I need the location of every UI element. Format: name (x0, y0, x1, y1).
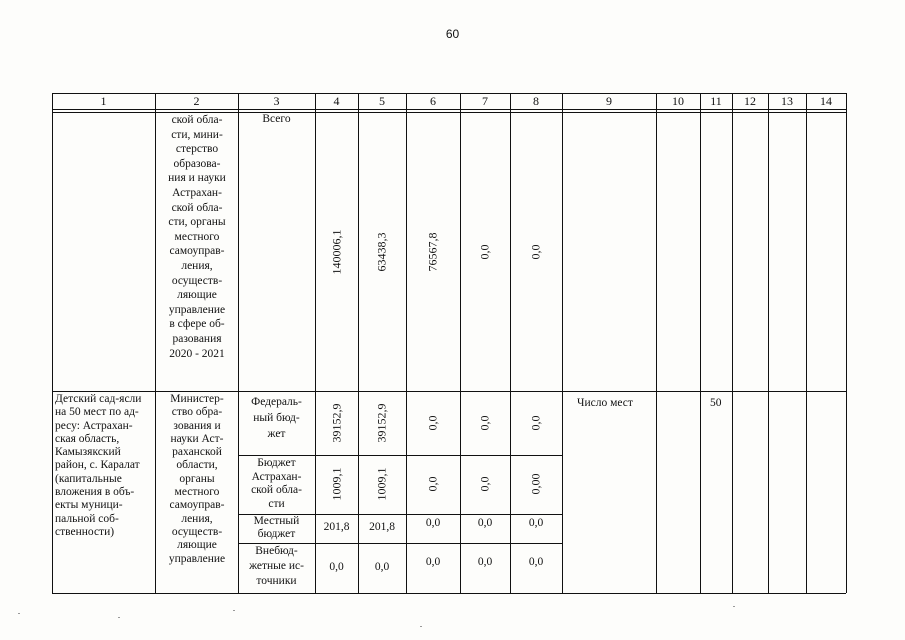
col-header-5: 5 (379, 94, 385, 108)
col-header-8: 8 (533, 94, 539, 108)
local-value-col8: 0,0 (528, 517, 544, 529)
scan-speck (18, 613, 20, 614)
row2-indicator-name: Число мест (577, 397, 633, 409)
extrabudget-value-col6: 0,0 (425, 556, 441, 568)
row1-value-col6: 76567,8 (425, 232, 440, 272)
col-header-10: 10 (672, 94, 684, 108)
federal-value-col7: 0,0 (477, 415, 492, 431)
federal-value-col5: 39152,9 (374, 403, 389, 443)
col-header-1: 1 (100, 94, 107, 108)
row1-source-label: Всего (262, 113, 291, 125)
local-budget-label: Местный бюджет (253, 515, 300, 540)
row2-responsible-text: Министер- ство обра- зования и науки Аст- раханской области, органы местного самоуправ- ления, осуществ- ляющие управление (168, 393, 226, 565)
col-header-12: 12 (744, 94, 756, 108)
federal-value-col6: 0,0 (425, 415, 440, 431)
row1-value-col5: 63438,3 (374, 232, 389, 272)
extrabudget-value-col4: 0,0 (329, 561, 344, 573)
row1-value-col7: 0,0 (477, 244, 492, 260)
local-value-col7: 0,0 (477, 517, 493, 529)
scan-speck (733, 606, 735, 607)
col-header-11: 11 (710, 94, 722, 108)
extrabudget-value-col7: 0,0 (477, 556, 493, 568)
row1-total-value: 140006,1 (329, 229, 344, 275)
col-header-3: 3 (273, 94, 280, 108)
col-header-6: 6 (430, 94, 436, 108)
row2-object-name: Детский сад-ясли на 50 мест по ад- ресу: Астрахан- ская область, Камызякский район, с. Каралат (капитальные вложения в объ- екты муници- пальной соб- ственности) (55, 393, 142, 538)
regional-value-col8: 0,00 (528, 473, 543, 495)
federal-value-col4: 39152,9 (329, 403, 344, 443)
extrabudget-value-col8: 0,0 (528, 556, 544, 568)
federal-budget-label: Федераль- ный бюд- жет (251, 396, 302, 440)
page-number: 60 (445, 27, 460, 41)
row1-responsible-text: ской обла- сти, мини- стерство образова- ния и науки Астрахан- ской обла- сти, органы местного самоуправ- ления, осуществ- ляющие управление в сфере об- разования 2020 - 2021 (168, 114, 226, 360)
scan-speck (118, 617, 120, 618)
col-header-4: 4 (333, 94, 340, 108)
regional-value-col4: 1009,1 (329, 467, 344, 501)
federal-value-col8: 0,0 (528, 415, 543, 431)
extrabudget-label: Внебюд- жетные ис- точники (249, 545, 304, 587)
col-header-9: 9 (606, 94, 612, 108)
row2-indicator-value: 50 (710, 397, 722, 409)
scan-speck (233, 610, 235, 611)
extrabudget-value-col5: 0,0 (374, 561, 390, 573)
row1-value-col8: 0,0 (528, 244, 543, 260)
regional-value-col6: 0,0 (425, 476, 440, 492)
col-header-13: 13 (781, 94, 793, 108)
local-value-col6: 0,0 (425, 517, 441, 529)
col-header-7: 7 (482, 94, 488, 108)
regional-value-col7: 0,0 (477, 476, 492, 492)
scan-speck (420, 626, 422, 627)
regional-value-col5: 1009,1 (374, 467, 389, 501)
local-value-col5: 201,8 (369, 521, 395, 533)
col-header-14: 14 (820, 94, 832, 108)
regional-budget-label: Бюджет Астрахан- ской обла- сти (251, 457, 302, 510)
col-header-2: 2 (193, 94, 200, 108)
local-value-col4: 201,8 (323, 521, 350, 533)
